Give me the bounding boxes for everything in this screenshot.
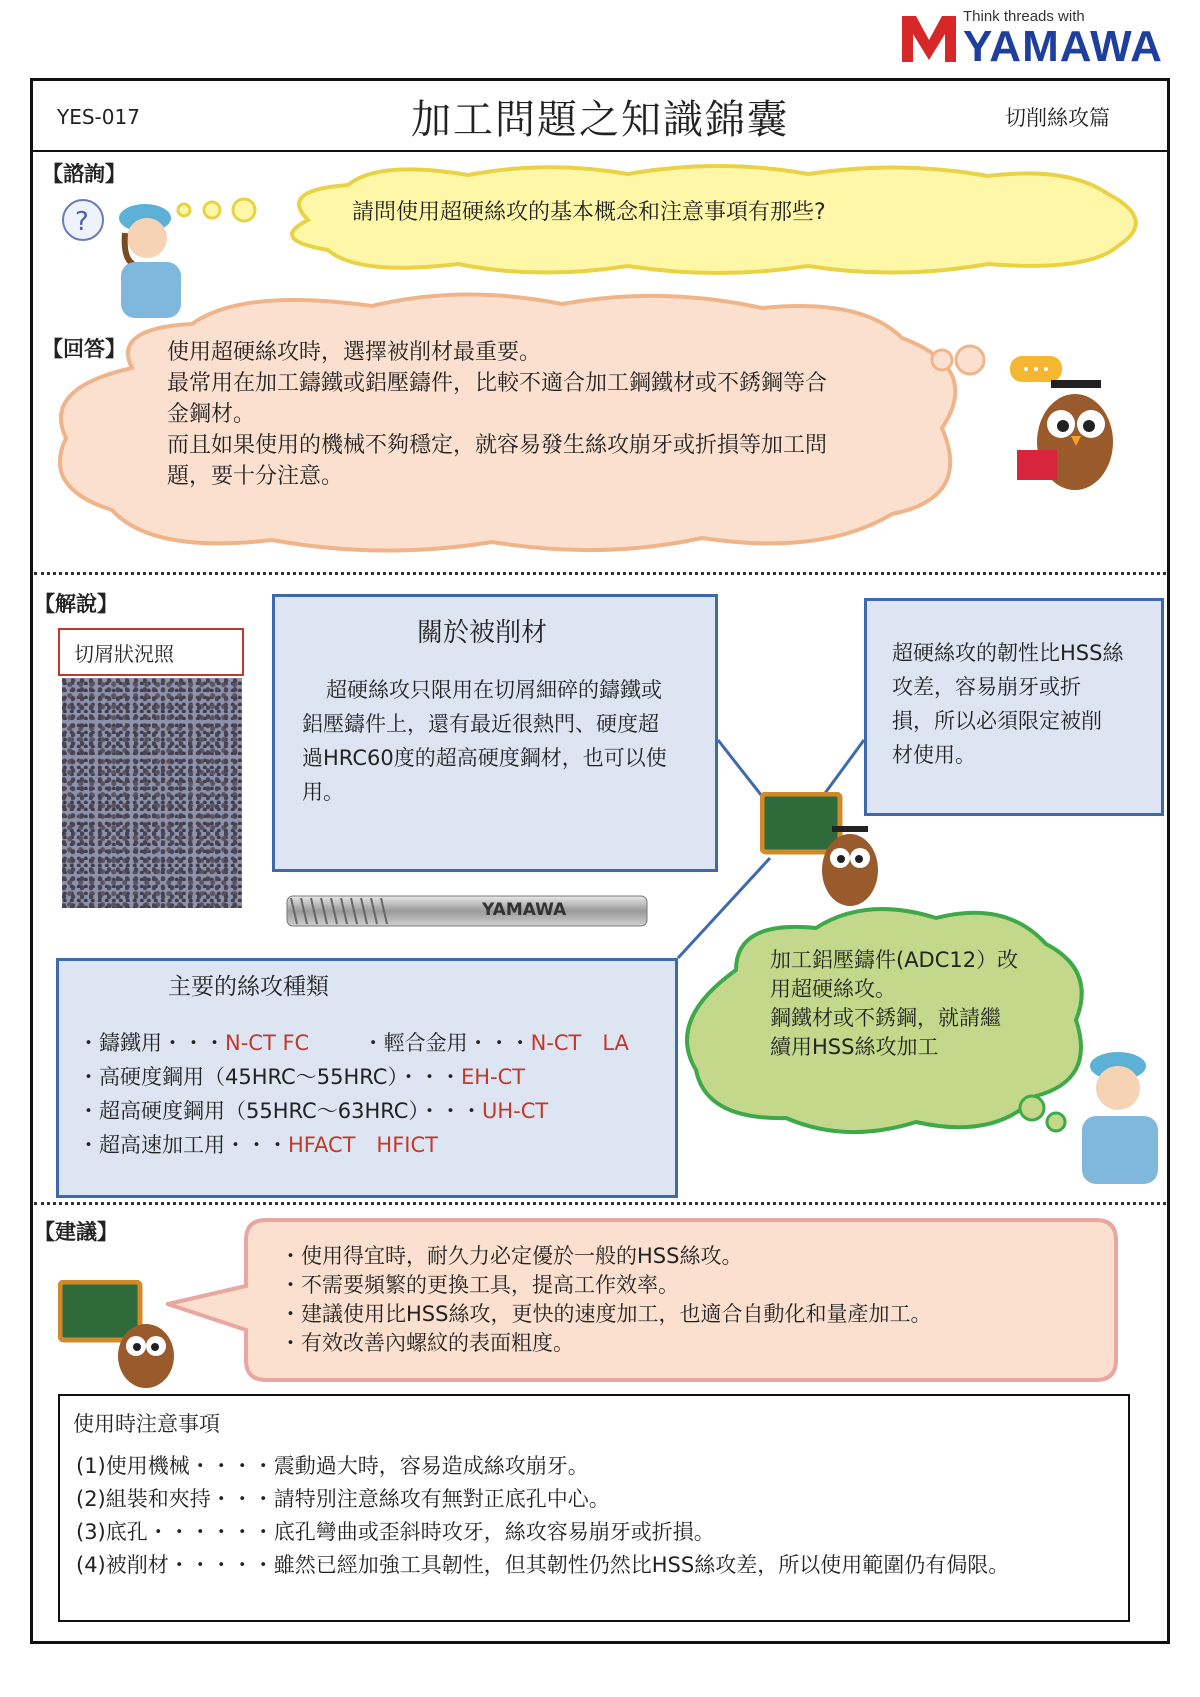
advice-item: ・有效改善內螺紋的表面粗度。	[280, 1331, 574, 1355]
explanation-label: 【解說】	[34, 592, 118, 616]
answer-line: 使用超硬絲攻時，選擇被削材最重要。	[167, 340, 542, 365]
material-line: 超硬絲攻只限用在切屑細碎的鑄鐵或	[326, 678, 662, 702]
tap-type-value: HFACT HFICT	[288, 1133, 438, 1157]
tap-type-label: ・超高硬度鋼用（55HRC～63HRC）・・・	[78, 1099, 482, 1123]
toughness-line: 損，所以必須限定被削	[892, 709, 1102, 733]
doc-category: 切削絲攻篇	[1005, 106, 1110, 130]
adc-line: 鋼鐵材或不銹鋼，就請繼	[770, 1006, 1001, 1030]
cautions-title: 使用時注意事項	[73, 1412, 220, 1436]
tap-type-row	[78, 1060, 629, 1094]
inquiry-question: 請問使用超硬絲攻的基本概念和注意事項有那些?	[352, 200, 826, 225]
adc-line: 續用HSS絲攻加工	[770, 1035, 939, 1059]
photo-caption: 切屑狀況照	[58, 628, 244, 676]
advice-item: ・使用得宜時，耐久力必定優於一般的HSS絲攻。	[280, 1244, 743, 1268]
tap-type-label: ・鑄鐵用・・・	[78, 1031, 225, 1055]
caution-item: (2)組裝和夾持・・・請特別注意絲攻有無對正底孔中心。	[76, 1487, 610, 1511]
caution-item: (3)底孔・・・・・・底孔彎曲或歪斜時攻牙，絲攻容易崩牙或折損。	[76, 1520, 715, 1544]
tap-type-value: EH-CT	[460, 1065, 526, 1089]
tap-type-label: ・高硬度鋼用（45HRC～55HRC）・・・	[78, 1065, 461, 1089]
doc-id: YES-017	[57, 105, 140, 129]
adc-cloud-text	[770, 946, 1018, 1062]
tap-type-label: ・超高速加工用・・・	[78, 1133, 288, 1157]
tap-type-value: N-CT LA	[530, 1031, 629, 1055]
caution-item: (1)使用機械・・・・震動過大時，容易造成絲攻崩牙。	[76, 1454, 589, 1478]
tap-types-title: 主要的絲攻種類	[168, 974, 329, 1000]
tap-type-row	[78, 1026, 629, 1060]
inquiry-label: 【諮詢】	[42, 162, 126, 186]
advice-label: 【建議】	[34, 1220, 118, 1244]
tap-type-value: N-CT FC	[225, 1031, 310, 1055]
adc-line: 用超硬絲攻。	[770, 977, 896, 1001]
page-title: 加工問題之知識錦囊	[411, 97, 789, 143]
advice-item: ・不需要頻繁的更換工具，提高工作效率。	[280, 1273, 679, 1297]
tap-type-value: UH-CT	[481, 1099, 549, 1123]
toughness-line: 材使用。	[892, 743, 976, 767]
tap-brand-text: YAMAWA	[482, 900, 567, 920]
toughness-line: 超硬絲攻的韌性比HSS絲	[892, 641, 1124, 665]
material-line: 用。	[302, 780, 344, 804]
material-line: 鋁壓鑄件上，還有最近很熱門、硬度超	[302, 712, 659, 736]
material-box-title: 關於被削材	[416, 618, 547, 648]
owl-teacher-icon	[760, 792, 890, 912]
tap-tool-image	[285, 888, 655, 934]
tap-type-row	[78, 1128, 629, 1162]
advice-list	[280, 1242, 931, 1358]
section-divider	[34, 1202, 1166, 1205]
cautions-list	[76, 1450, 1009, 1582]
worker-thinking-2-icon	[1068, 1040, 1168, 1186]
svg-text:?: ?	[75, 207, 89, 237]
answer-line: 最常用在加工鑄鐵或鋁壓鑄件，比較不適合加工鋼鐵材或不銹鋼等合	[167, 371, 828, 396]
advice-item: ・建議使用比HSS絲攻，更快的速度加工，也適合自動化和量產加工。	[280, 1302, 932, 1326]
answer-line: 題，要十分注意。	[167, 464, 344, 489]
caution-item: (4)被削材・・・・・雖然已經加強工具韌性，但其韌性仍然比HSS絲攻差，所以使用範圍仍有侷限。	[76, 1553, 1010, 1577]
material-line: 過HRC60度的超高硬度鋼材，也可以使	[302, 746, 667, 770]
toughness-line: 攻差，容易崩牙或折	[892, 675, 1081, 699]
tap-type-row	[78, 1094, 629, 1128]
brand-tagline: Think threads with	[963, 8, 1085, 25]
tap-type-label: ・輕合金用・・・	[362, 1031, 531, 1055]
tap-types-list	[78, 1026, 629, 1162]
brand-name: YAMAWA	[963, 22, 1163, 71]
answer-line: 金鋼材。	[167, 402, 256, 427]
adc-line: 加工鋁壓鑄件(ADC12）改	[770, 948, 1019, 972]
answer-label: 【回答】	[42, 337, 126, 361]
answer-line: 而且如果使用的機械不夠穩定，就容易發生絲攻崩牙或折損等加工問	[167, 433, 828, 458]
